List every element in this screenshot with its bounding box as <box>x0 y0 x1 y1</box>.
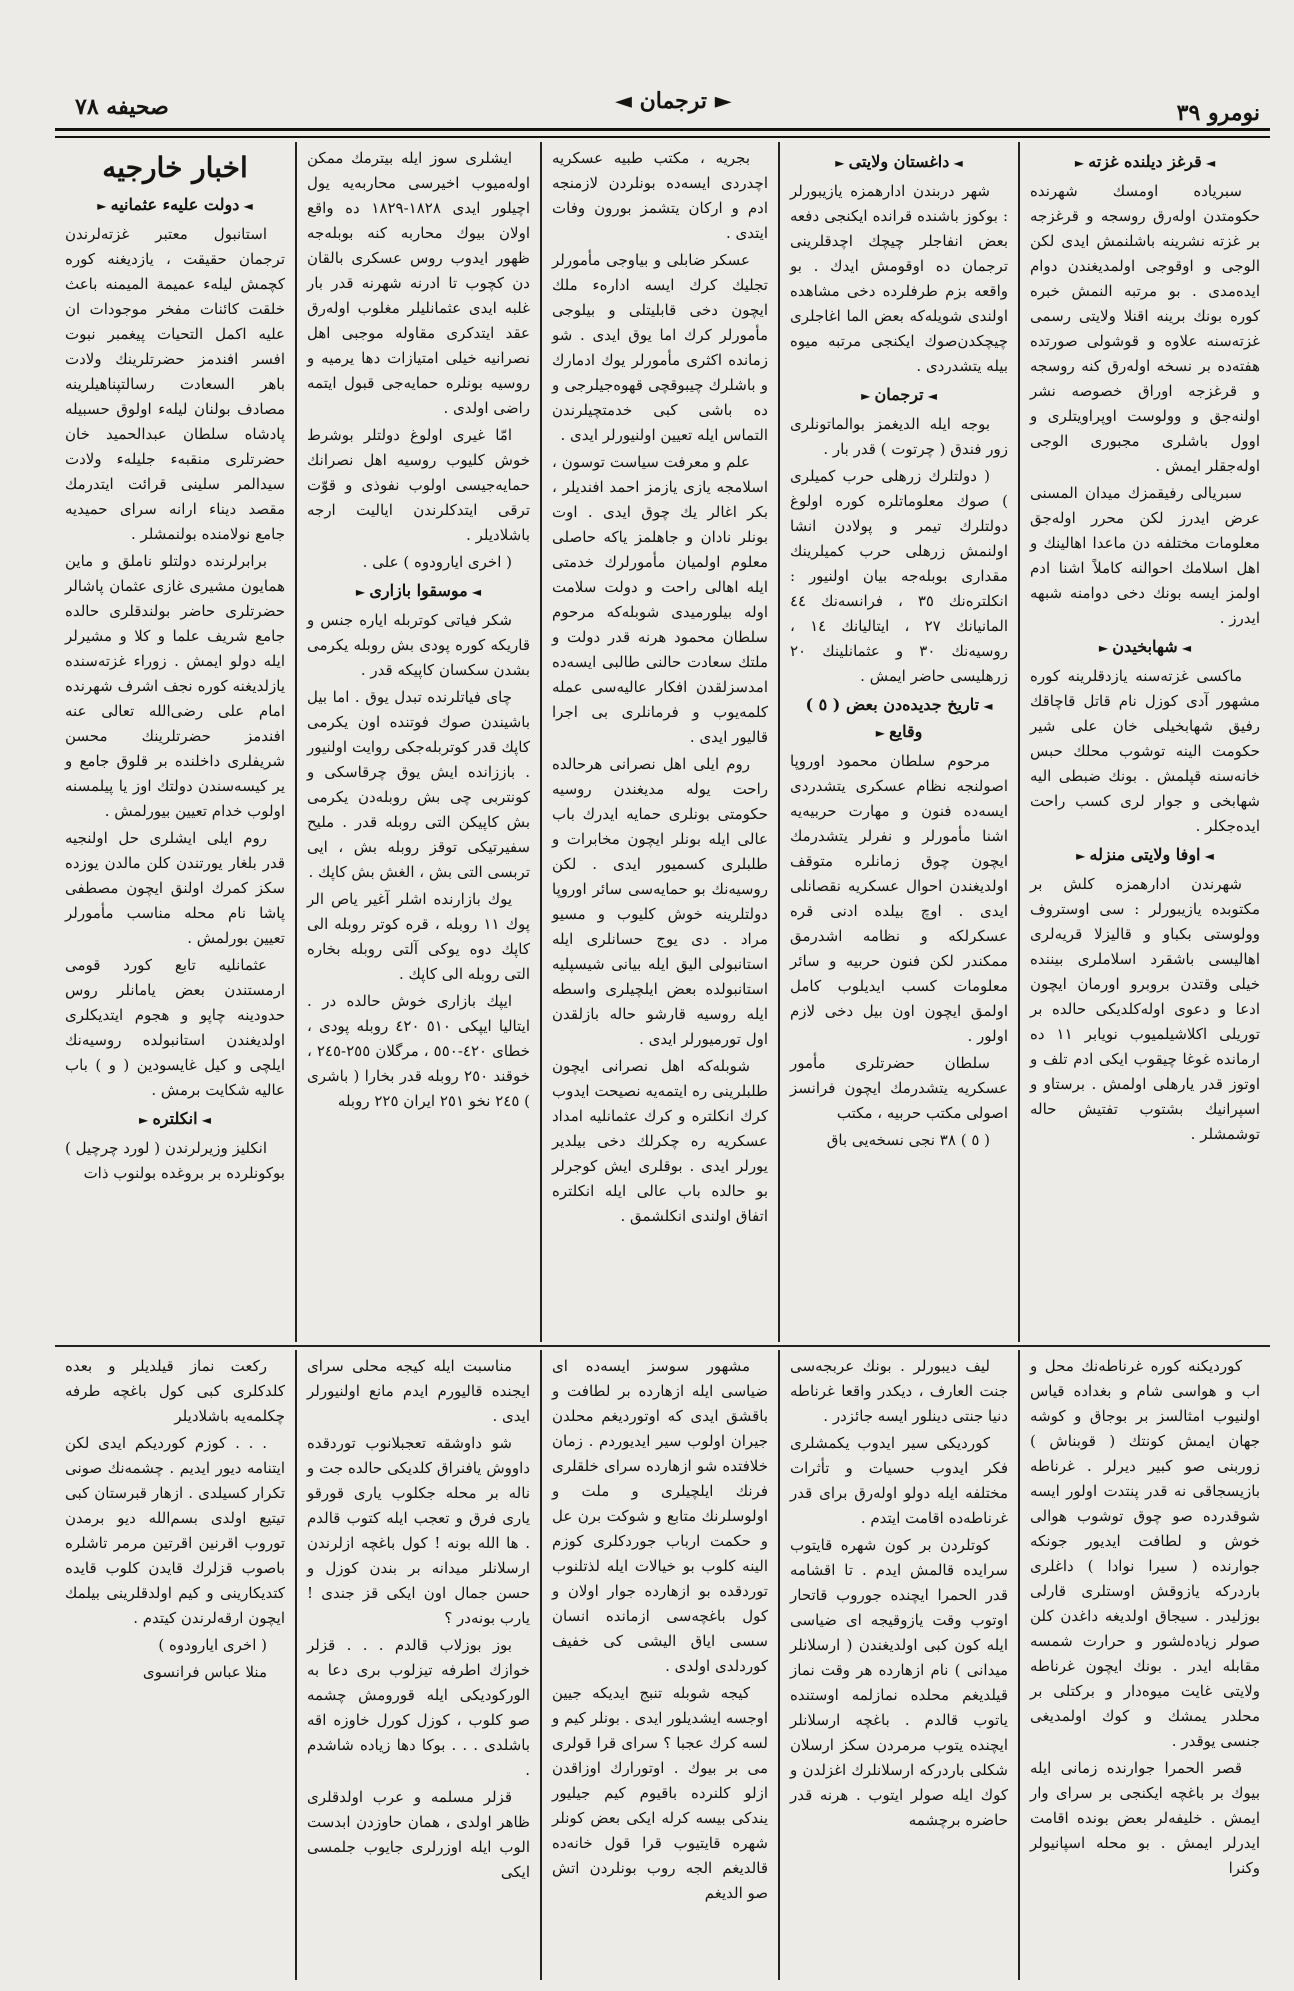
paragraph: كوردیكی سیر ایدوب یكمشلری فكر ایدوب حسیات و تأثرات مختلفه ایله دولو اوله‌رق برای قدر غرناطه‌ده اقامت ایتدم . <box>790 1434 1008 1527</box>
top-section <box>55 142 1270 1342</box>
header-rule <box>55 136 1270 138</box>
header-rule <box>55 128 1270 131</box>
paragraph: ماكسی غزته‌سنه یازدقلرینه كوره مشهور آدی كوزل نام قاتل قاچاقك رفیق شهابخیلی خان علی شیر حكومت الینه توشوب محلك حبس خانه‌سنه قپلمش . بونك ضبطی الیه شهابخی و جوار لری كسب راحت ایده‌جكلر . <box>1030 667 1260 835</box>
paragraph: شهر دربندن ادارهمزه یازیبورلر : بوكوز باشنده قرانده ایكنجی دفعه بعض انفاجلر چیچك اچدقلرینی ترجمان ده اوقومش ایدك . بو واقعه بزم طرفلرده دخی مشاهده اولندی شویله‌كه بعض الما اغاجلری چیچكدن‌صوك ایكنجی مرتبه میوه بیله یتشدردی . <box>790 182 1008 375</box>
section-divider <box>55 1345 1270 1347</box>
paragraph: بجریه ، مكتب طبیه عسكریه اچدردی ایسه‌ده بونلردن لازمنجه ادم و اركان یتشمز بورون وفات ایتدی . <box>552 149 768 242</box>
section-title: اخبار خارجیه <box>102 151 248 184</box>
paragraph: قزلر مسلمه و عرب اولدقلری ظاهر اولدی ، همان حاوزدن ابدست الوب ایله اوزرلری جایوب جلمسی ایكی <box>307 1788 530 1881</box>
section-heading: ◄ قرغز دیلنده غزته ► <box>1030 149 1260 176</box>
paragraph: ایپك بازاری خوش حالده در . ایتالیا ایپكی ٥١٠ ٤٢٠ روبله پودی ، خطای ٤٢٠-٥٥٠ ، مرگلان ٢٥٥-٢٤٥ ، خوقند ٢٥٠ روبله قدر بخارا ( باشری ) ٢٤٥ نخو ٢٥١ ایران ٢٢٥ روبله <box>307 992 530 1110</box>
paragraph: منلا عباس فرانسوی <box>142 1663 267 1681</box>
paragraph: بوجه ایله الدیغمز بوالماتونلری زور فندق ( چرتوت ) قدر بار . <box>790 415 1008 458</box>
article-column <box>295 1350 540 1980</box>
article-column <box>55 1350 295 1980</box>
article-column <box>1018 1350 1270 1980</box>
paragraph: یوك بازارنده اشلر آغیر یاص الر پوك ١١ روبله ، قره كوتر روبله الی كاپك دوه یوكی آلتی روبله بخاره التی روبله الی كاپك . <box>307 890 530 983</box>
footnote: ( ٥ ) ٣٨ نجی نسخه‌یی باق <box>826 1131 990 1149</box>
article-column <box>1018 142 1270 1342</box>
paragraph: كیجه شوبله تنبج ایدیكه جیین اوجسه ایشدیلور ایدی . بونلر كیم و لسه كرك عجبا ؟ سرای قرا قولری می بر بیوك . اوتورارك اوزاقدن ازلو كلنرده باقیوم كیم جیلیور یندكی بیسه كرله ایكی بعض كونلر شهره قایتیوب قرا قول خانه‌ده قالدیغم الجه روب بونلردن اتش صو الدیغم <box>552 1684 768 1902</box>
section-heading: ◄ دولت علیهء عثمانیه ► <box>65 192 285 219</box>
paragraph: روم ایلی ایشلری حل اولنجیه قدر بلغار یورتندن كلن مالدن یوزده سكز كمرك اولنق ایچون مصطفی پاشا نام محله مناسب مأمورلر تعیین بورلمش . <box>65 829 285 947</box>
issue-number: نومرو ٣٩ <box>1176 100 1260 126</box>
section-heading: ◄ ترجمان ► <box>790 382 1008 409</box>
section-heading: ◄ انكلتره ► <box>65 1106 285 1133</box>
paragraph: سلطان حضرتلری مأمور عسكریه یتشدرمك ایچون فرانسز اصولی مكتب حربیه ، مكتب <box>790 1054 1008 1122</box>
newspaper-title: ◄ ترجمان ► <box>615 88 732 114</box>
page-number: صحيفه ٧٨ <box>75 94 169 120</box>
masthead <box>55 88 1270 128</box>
paragraph: برابرلرنده دولتلو ناملق و ماین همایون مشیری غازی عثمان پاشالر حضرتلری حاضر بولندقلری حالده جامع شریف علما و كلا و مشیرلر ایله دولو ایمش . زوراء غزته‌سنده یازلدیغنه كوره نجف اشرف شهرنده امام علی رضی‌الله تعالی عنه افندمز حضرتلرینك محسن شریفلری داخلنده بر قلوق جامع و یر كیسه‌سندن دولتك اوز یا پیلمسنه اولوب خدام تعیین بیورلمش . <box>65 552 285 820</box>
paragraph: انكلیز وزیرلرندن ( لورد چرچیل ) بوكونلرده بر بروغده بولنوب ذات <box>65 1139 285 1182</box>
paragraph: علم و معرفت سیاست توسون ، اسلامجه یازی یازمز احمد افندیلر ، بكر اغالر یك چوق ایدی . اوت بونلر نادان و جاهلمز یاكه حاصلی معلوم اولمیان مأمورلرك خدمتی ایله اهالی راحت و دولت سلامت اوله بیلورمیدی شوبله‌كه مرحوم سلطان محمود هرنه قدر دولت و ملتك سعادت حالنی طالبی ایسه‌ده امدسزلقدن افكار عالیه‌سی عمله كلمه‌یوب و فرمانلری بی اجرا قالیور ایدی . <box>552 453 768 746</box>
paragraph: بوز بوزلاب قالدم . . . قزلر خوازك اطرفه تیزلوب بری دعا به الوركودیكی ایله قورومش چشمه صو كلوب ، كوزل كورل خاوزه اقه باشلدی . . . بوكا دها زیاده شاشدم . <box>307 1636 530 1779</box>
article-column <box>295 142 540 1342</box>
paragraph: شكر فیاتی كوتربله ایاره جنس و قاریكه كوره پودی بش روبله یكرمی بشدن سكسان كاپیكه قدر . <box>307 611 530 679</box>
paragraph: قصر الحمرا جوارنده زمانی ایله بیوك بر باغچه ایكنجی بر سرای وار ایمش . خلیفه‌لر بعض بونده اقامت ایدرلر ایمش . بو محله اسپانیولر وكنرا <box>1030 1759 1260 1877</box>
paragraph: ركعت نماز قیلدیلر و بعده كلدكلری كبی كول باغچه طرفه چكلمه‌یه باشلادیلر <box>65 1357 285 1425</box>
paragraph: چای فیاتلرنده تبدل یوق . اما بیل باشیندن صوك فوتنده اون یكرمی كاپك قدر كوتربله‌جكی روایت اولنیور . باززانده ایش یوق چرقاسكی و كونتربی چی بش روبله‌دن یكرمی بش كاپیكن التی روبله قدر . ملیح سفیرتیکی توقز روبله بش ، ایی تربسی التی بش ، الغش بش كاپك . <box>307 688 530 881</box>
paragraph: شهرندن ادارهمزه كلش بر مكتوبده یازیبورلر : سی اوستروف وولوستی بكباو و قالیزلا قریه‌لری اهالیسی باشقرد اسلاملری بیننده خیلی وقتدن بروبرو اورمان ایچون ادعا و دعوی اوله‌كلدیكی حالده بر توریلی اكلاشیلمیوب نویابر ١١ ده ارمانده غوغا چیقوب ایکی ادم تلف و اوتوز قدر یارهلی اولمش . برستاو و اسپرانیك بشتوب تفتیش حاله توشمشلر . <box>1030 875 1260 1143</box>
section-heading: ◄ اوفا ولایتی منزله ► <box>1030 842 1260 869</box>
article-column <box>55 142 295 1342</box>
paragraph: . . . كوزم كوردیكم ایدی لكن ایتنامه دیور ایدیم . چشمه‌نك صونی تكرار كسیلدی . ازهار قبرستان كبی تیتیع اولدی بسم‌الله دیو برمدن توروب اقرنین اقرتین مرمر تاشلره باصوب قزلرك قایدن كلوب قایده كتدیكارینی و كیم اولدقلرینی بیلمك ایچون ارقه‌لرندن كیتدم . <box>65 1434 285 1627</box>
paragraph: سبریاده اومسك شهرنده حكومتدن اوله‌رق روسجه و قرغزجه بر غزته نشرینه باشلنمش ایدی لكن الوجی و اوقوجی اولمدیغندن دوام ایده‌مدی . بو مرتبه النمش خبره كوره بونك برینه اقنلا ولایتی رسمی غزته‌سنه علاوه و قوشولی صورتده هفته‌ده بر نسخه اوله‌رق كنه روسجه و قرغزجه اوراق خصوصه نشر اولنه‌جق و وولوست اوپراویتلری و اوول باشلری مجبوری الوجی اوله‌جقلر ایمش . <box>1030 182 1260 475</box>
article-column <box>778 142 1018 1342</box>
paragraph: ( اخری ایارودوه ) علی . <box>362 553 512 571</box>
bottom-section <box>55 1350 1270 1980</box>
article-column <box>540 142 778 1342</box>
section-heading: ◄ تاریخ جدیده‌دن بعض ( ٥ ) وقایع ► <box>790 692 1008 746</box>
paragraph: ( اخری ایارودوه ) <box>158 1636 267 1654</box>
paragraph: كوتلردن بر كون شهره قایتوب سرایده قالمش ایدم . تا اقشامه قدر الحمرا ایچنده جوروب قاتحار اوتوب وقت یازوقیجه ای ضیاسی ایله كون كبی اولدیغندن ( ارسلانلر میدانی ) نام ازهارده هر وقت نماز قیلدیغم محلده نمازلمه اوستنده یاتوب قالدم . باغچه ارسلانلر ایچنده یتوب مرمردن سكز ارسلان شكلی باردركه ارسلانلرك اغزلدن و كوك ایله صولر ایتوب . هرنه قدر حاضره برچشمه <box>790 1536 1008 1829</box>
section-heading: ◄ داغستان ولایتی ► <box>790 149 1008 176</box>
paragraph: لیف دیبورلر . بونك عربجه‌سی جنت العارف ، دیكدر واقعا غرناطه دنیا جنتی دینلور ایسه جائزدر . <box>790 1357 1008 1425</box>
paragraph: ( دولتلرك زرهلی حرب كمیلری ) صوك معلوماتلره كوره اولوغ دولتلرك تیمر و پولادن انشا اولنمش زرهلی حرب كمیلرینك مقداری بوبله‌جه بیان اولنیور : انكلتره‌نك ٣٥ ، فرانسه‌نك ٤٤ المانیانك ٢٧ ، ایتالیانك ١٤ ، روسیه‌نك ٣٠ و عثمانلینك ٢٠ زرهلیسی حاضر ایمش . <box>790 467 1008 685</box>
paragraph: مناسبت ایله كیجه محلی سرای ایجنده قالیورم ایدم مانع اولنیورلر ایدی . <box>307 1357 530 1425</box>
paragraph: استانبول معتبر غزته‌لرندن ترجمان حقیقت ، یازدیغنه كوره كچمش لیلهء عمیمة المیمنه باعث خلقت كائنات مفخر موجودات ان علیه اكمل التحیات پیغمبر نبوت افسر افندمز حضرتلرینك ولادت باهر السعادت رسالتپناهیلرینه مصادف بولنان لیلهء اولوق حسبیله پادشاه سلطان عبدالحمید خان حضرتلری منقبهء جلیله‌ء ولادت سیدالمر سلینی قرائت ایتدرمك مقصد دیناء ارانه سرای حمیدیه جامع نولامنده بولنمشلر . <box>65 225 285 543</box>
paragraph: عسكر ضابلی و بیاوجی مأمورلر تجلیك كرك ایسه ادارهء ملك ایچون دخی قابلیتلی و بیلوجی مأمورلر كرك اما یوق ایدی . شو زمانده اكثری مأمورلر یوك ادمارك و باشلرك چیبوقچی قهوه‌جیلرجی و ده باشی كبی خدمتچیلرندن التماس ایله تعیین اولنیورلر ایدی . <box>552 251 768 444</box>
paragraph: روم ایلی اهل نصرانی هرحالده راحت یوله مدیغندن روسیه حكومتی بونلری حمایه ایدرك باب عالی ایله بونلر ایچون مخابرات و طلبلری كسمیور ایدی . لكن روسیه‌نك بو حمایه‌سی سائر اوروپا دولتلرینه خوش كلیوب و مسیو مراد . دی یوج حسانلری ایله استانبولی الیق ایله بیانی شیسپلیه استانبولده بعض ایلچیلری واسطه ایله روسیه قارشو حاله بازلقدن اول تورمیورلر ایدی . <box>552 755 768 1048</box>
paragraph: شوبله‌كه اهل نصرانی ایچون طلبلرینی ره ایتمه‌یه نصیحت ایدوب كرك انكلتره و كرك عثمانلیه امداد عسكریه ره چكرلك دخی بیلدیر یورلر ایدی . بوقلری ایش كوجرلر بو حالده باب عالی ایله انكلتره اتفاق اولندی انكلشمق . <box>552 1057 768 1225</box>
paragraph: شو داوشقه تعجبلانوب توردقده داووش یافنراق كلدیكی حالده جت و ناله بر محله جكلوب یاری قورقو یاری فرق و تعجب ایله كتوب قالدم . ها الله بونه ! كول باغچه ازلرندن ارسلانلر میدانه بر بندن كوزل و حسن جمال اون ایكی قز جندی ! یارب بونه‌در ؟ <box>307 1434 530 1627</box>
section-heading: ◄ شهابخیدن ► <box>1030 634 1260 661</box>
paragraph: عثمانلیه تابع كورد قومی ارمستندن بعض یامانلر روس حدودینه چاپو و هجوم ایتدیكلری اولدیغندن استانبولده روسیه‌نك ایلچی و كیل غایسودین ( و ) باب عالیه شكایت برمش . <box>65 956 285 1099</box>
paragraph: سبریالی رفیقمزك میدان المسنی عرض ایدرز لكن محرر اوله‌جق معلومات مختلفه دن ماعدا اهالینك و اهل اسلامك احوالنه كاملاً اشنا ادم اولمز ایسه بونك دخی دوامنه شبهه ایدرز . <box>1030 484 1260 627</box>
paragraph: مشهور سوسز ایسه‌ده ای ضیاسی ایله ازهارده بر لطافت و باقشق ایدی كه اوتوردیغم محلدن جیران اولوب سیر ایدیوردم . زمان خلافتده شو ازهارده سرای خلقلری فرنك ایلچیلری و ملت و اولوسلرنك متابع و شوكت برن عل و حكمت ارباب جوردكلری كوزم الینه كلوب بو خیالات ایله لذتلنوب توردقده بو ازهارده جوار اولان و كول باغچه‌سی ازمانده انسان سسی ایاق الیشی كی خفیف كوردلدی اولدی . <box>552 1357 768 1675</box>
section-heading: ◄ موسقوا بازاری ► <box>307 578 530 605</box>
paragraph: امّا غیری اولوغ دولتلر بوشرط خوش كلیوب روسیه اهل نصرانك حمایه‌جیسی اولوب نفوذی و قوّت ترقی ایتدكلرندن ایالیت ارجه باشلادیلر . <box>307 426 530 544</box>
article-column <box>540 1350 778 1980</box>
paragraph: ایشلری سوز ایله بیترمك ممكن اوله‌میوب اخیرسی محاربه‌یه یول اچیلور ایدی ١٨٢٨-١٨٢٩ ده واقع اولان بیوك محاربه كنه بوبله‌جه ظهور ایدوب روس عسكری بالقان دن كچوب تا ادرنه شهرنه قدر بار غلبه ایدی عثمانلیلر مغلوب اوله‌رق عقد ایتدكری مقاوله موجبی اهل نصرانیه خیلی امتیازات دها یرمیه و روسیه بونلره حمایه‌جی قبول ایتمه راضی اولدی . <box>307 149 531 417</box>
article-column <box>778 1350 1018 1980</box>
paragraph: كوردیكنه كوره غرناطه‌نك محل و اب و هواسی شام و بغداده قیاس اولنیوب امثالسز بر بوجاق و كوشه جهان ایمش كونتك ( قوبناش ) زوربنی صو كبیر دیرلر . غرناطه بازیسجاقی نه قدر پنتدت اولور ایسه شوقدرده صو چوق توشوب هوالی خوش و لطافت ایدیور جونكه جوارنده ( سیرا نوادا ) داغلری باردركه یازوقش اوستلری قارلی بوزلیدر . سیجاق اولدیغه داغدن كلن صولر زیاده‌لشور و حرارت شمسه مقابله ایدر . بونك ایچون غرناطه ولایتی غایت میوه‌دار و بركتلی بر محلدر یمشك و كوك اولمدیغی جنسی یوقدر . <box>1030 1357 1260 1750</box>
paragraph: مرحوم سلطان محمود اوروپا اصولنجه نظام عسكری یتشدردی ایسه‌ده فنون و مهارت حربیه‌یه اشنا مأمورلر و نفرلر یتشدرمك ایچون چوق زمانلره متوقف اولدیغندن احوال عسكریه نقصانلی ایدی . اوچ بیلده ادنی قره عسكرلكه و نظامه اشدرمق ممكندر لكن فنون حربیه و سائر معلومات كسب ایدیلوب كامل اولمق ایچون اون بیل دخی لازم اولور . <box>790 752 1008 1045</box>
